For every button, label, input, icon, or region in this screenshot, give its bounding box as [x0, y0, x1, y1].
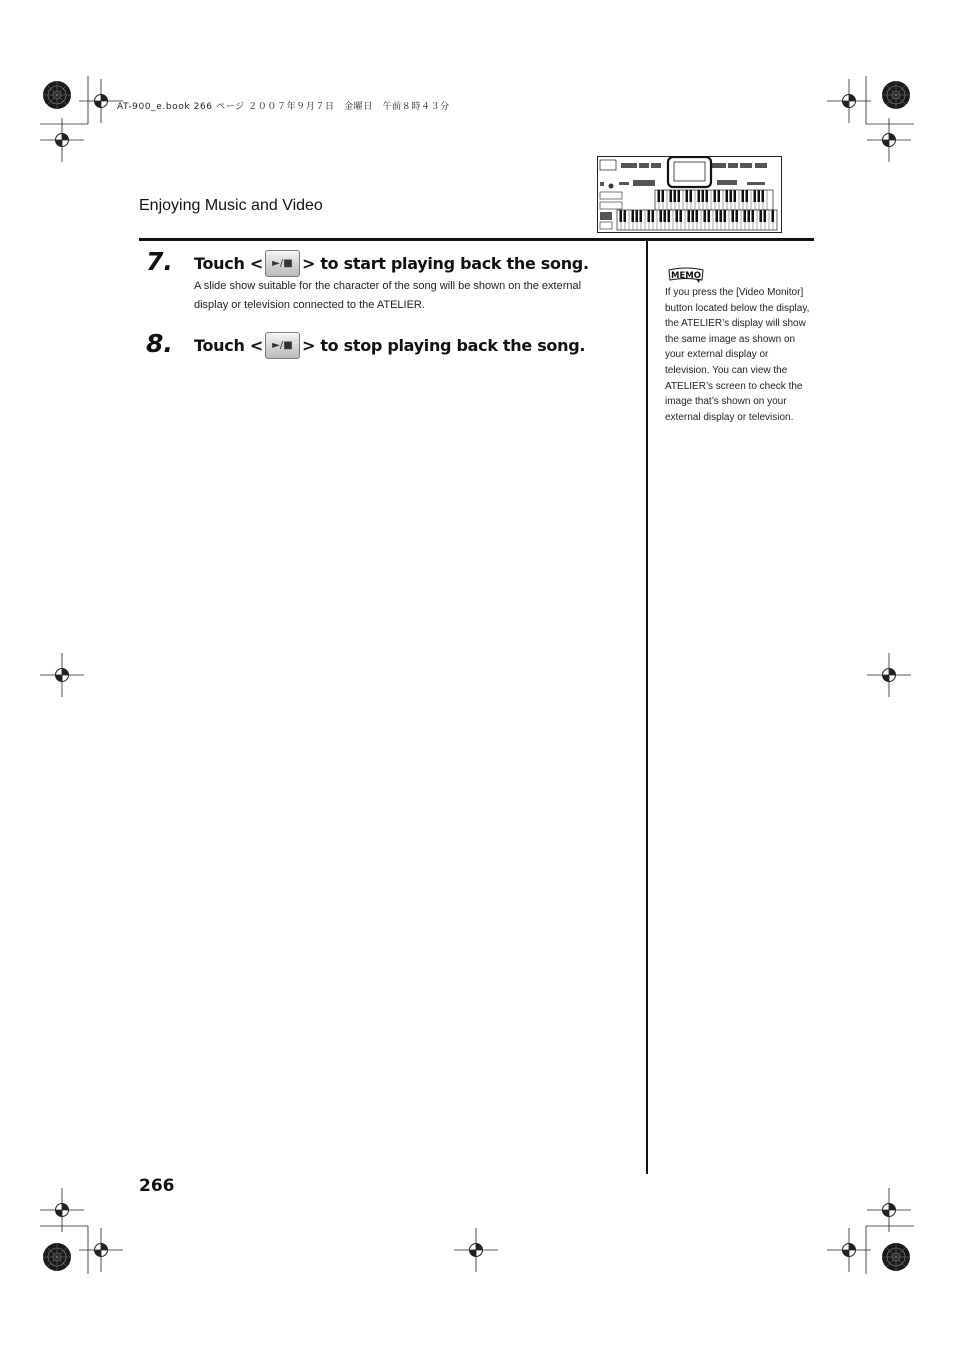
step-description: A slide show suitable for the character of the song will be shown on the external display or television connected to the ATELIER. — [194, 280, 582, 311]
step-text-before: Touch < — [194, 336, 263, 355]
sidebar-divider — [646, 238, 648, 1174]
section-title: Enjoying Music and Video — [139, 197, 323, 214]
step-text-before: Touch < — [194, 254, 263, 273]
step-text-after: > to start playing back the song. — [301, 254, 589, 273]
step-number: 7. — [146, 247, 173, 276]
step-text-after: > to stop playing back the song. — [301, 336, 586, 355]
step-instruction — [194, 250, 589, 277]
header-rule — [139, 238, 814, 241]
play-stop-icon: ►/■ — [265, 250, 300, 277]
step-number: 8. — [146, 329, 173, 358]
organ-keyboard-icon — [597, 156, 783, 234]
print-header: AT-900_e.book 266 ページ ２００７年９月７日 金曜日 午前８時４３分 — [117, 102, 450, 112]
step-instruction — [194, 332, 585, 359]
play-stop-icon: ►/■ — [265, 332, 300, 359]
memo-text: If you press the [Video Monitor] button located below the display, the ATELIER’s display will show the same image as shown on your external display or television. You can view the ATELIER’s screen to check the image that’s shown on your external display or television. — [665, 287, 810, 423]
memo-icon — [666, 267, 706, 283]
page-number: 266 — [139, 1176, 175, 1196]
memo-badge-label: MEMO — [671, 271, 701, 281]
